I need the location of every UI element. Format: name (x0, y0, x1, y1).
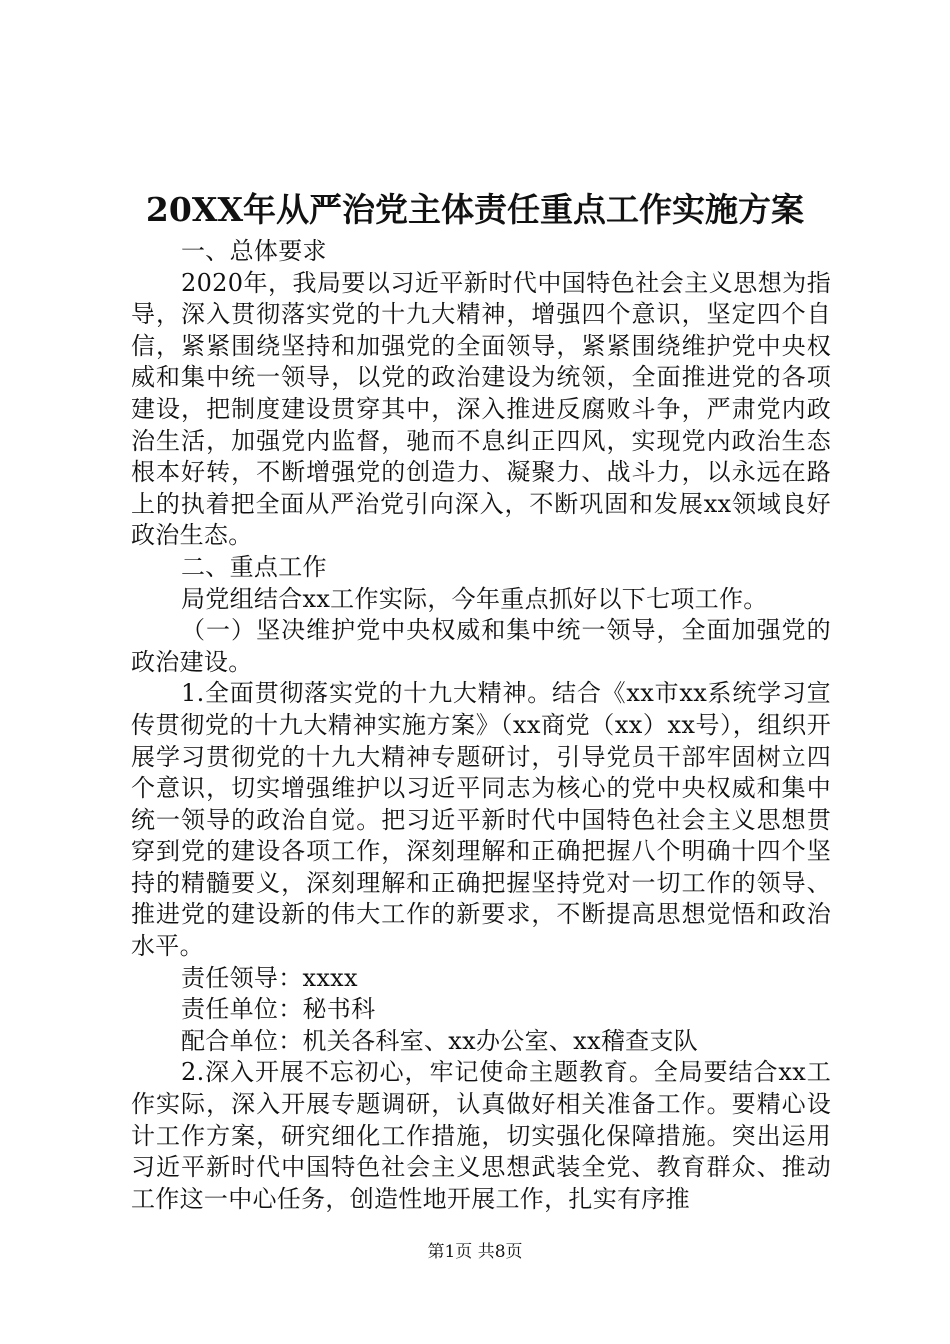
paragraph-general-requirements: 2020年，我局要以习近平新时代中国特色社会主义思想为指导，深入贯彻落实党的十九大精神，增强四个意识，坚定四个自信，紧紧围绕坚持和加强党的全面领导，紧紧围绕维护党中央权威和集中统一领导，以党的政治建设为统领，全面推进党的各项建设，把制度建设贯穿其中，深入推进反腐败斗争，严肃党内政治生活，加强党内监督，驰而不息纠正四风，实现党内政治生态根本好转，不断增强党的创造力、凝聚力、战斗力，以永远在路上的执着把全面从严治党引向深入，不断巩固和发展xx领域良好政治生态。 (131, 268, 831, 550)
document-title: 20XX年从严治党主体责任重点工作实施方案 (145, 190, 805, 229)
section-heading-general: 一、总体要求 (181, 237, 327, 265)
page-footer: 第1页 共8页 (427, 1242, 523, 1262)
cooperating-units: 配合单位：机关各科室、xx办公室、xx稽查支队 (181, 1026, 699, 1055)
responsible-unit: 责任单位：秘书科 (181, 995, 376, 1024)
document-body (131, 236, 831, 1215)
subsection-heading-1: （一）坚决维护党中央权威和集中统一领导，全面加强党的政治建设。 (131, 616, 831, 676)
paragraph-item-2: 2.深入开展不忘初心，牢记使命主题教育。全局要结合xx工作实际，深入开展专题调研，认真做好相关准备工作。要精心设计工作方案，研究细化工作措施，切实强化保障措施。突出运用习近平新时代中国特色社会主义思想武装全党、教育群众、推动工作这一中心任务，创造性地开展工作，扎实有序推 (131, 1058, 831, 1213)
section-heading-key-work: 二、重点工作 (181, 552, 327, 581)
paragraph-key-work-intro: 局党组结合xx工作实际，今年重点抓好以下七项工作。 (181, 584, 768, 613)
paragraph-item-1: 1.全面贯彻落实党的十九大精神。结合《xx市xx系统学习宣传贯彻党的十九大精神实施方案》（xx商党（xx）xx号），组织开展学习贯彻党的十九大精神专题研讨，引导党员干部牢固树立四个意识，切实增强维护以习近平同志为核心的党中央权威和集中统一领导的政治自觉。把习近平新时代中国特色社会主义思想贯穿到党的建设各项工作，深刻理解和正确把握八个明确十四个坚持的精髓要义，深刻理解和正确把握坚持党对一切工作的领导、推进党的建设新的伟大工作的新要求，不断提高思想觉悟和政治水平。 (131, 679, 831, 961)
responsible-leader: 责任领导：xxxx (181, 963, 358, 992)
